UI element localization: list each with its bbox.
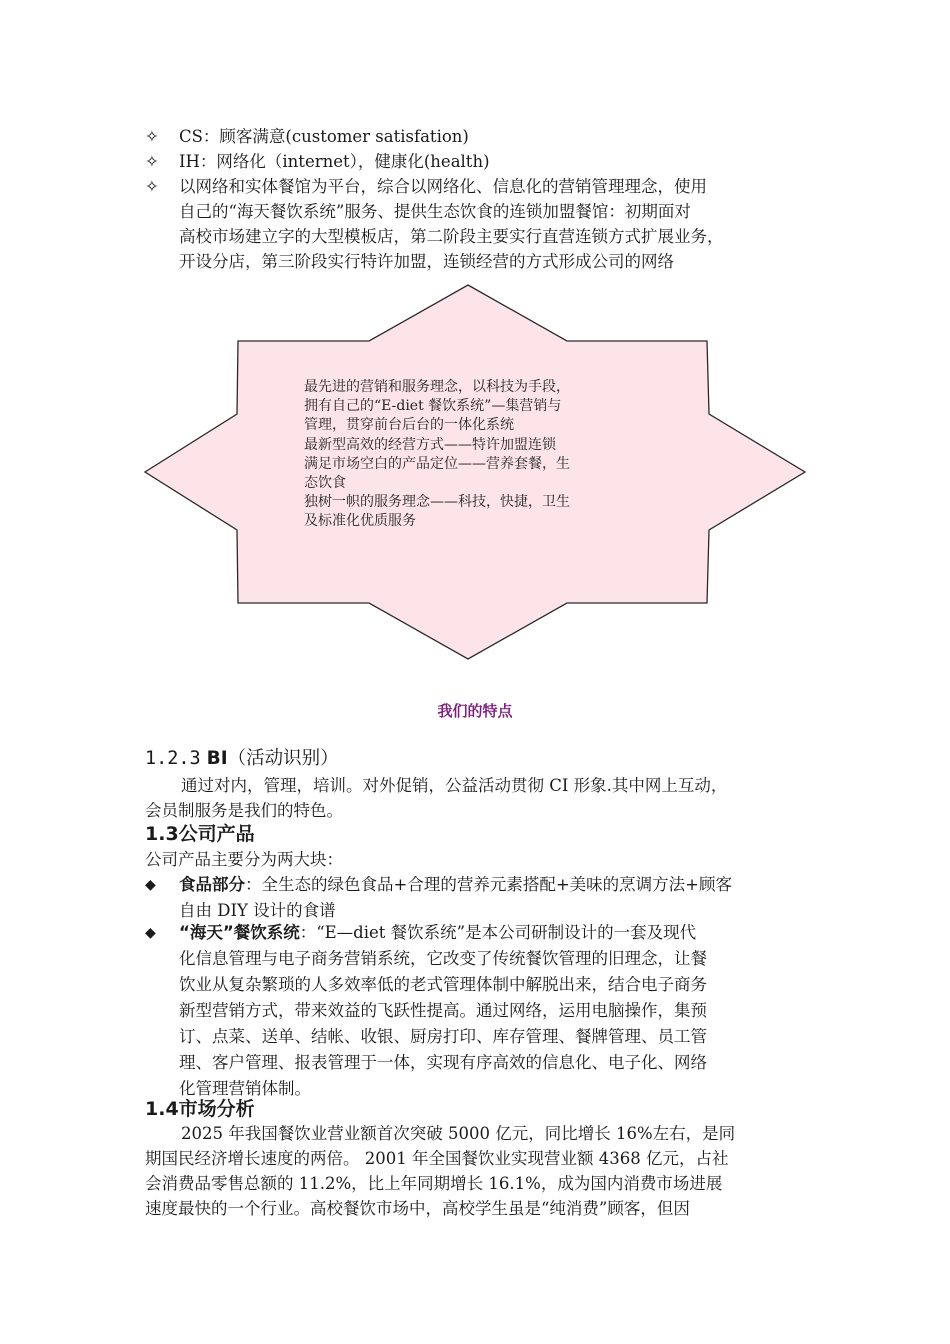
- paragraph-line: 会消费品零售总额的 11.2%，比上年同期增长 16.1%，成为国内消费市场进展: [145, 1174, 723, 1193]
- star-line: 最新型高效的经营方式——特许加盟连锁: [304, 436, 556, 453]
- product-item-text: [179, 920, 817, 1102]
- paragraph-line: [145, 1121, 817, 1146]
- figure-caption: 我们的特点: [437, 702, 513, 720]
- paragraph-intro: 公司产品主要分为两大块：: [145, 850, 343, 869]
- four-point-star-icon: ✧: [145, 152, 159, 171]
- star-line: 最先进的营销和服务理念，以科技为手段，: [304, 379, 570, 395]
- section-heading-1-4: 1.4市场分析: [145, 1098, 255, 1120]
- section-heading-1-2-3: [145, 746, 339, 772]
- star-line: 独树一帜的服务理念——科技，快捷，卫生: [304, 494, 570, 511]
- bullet-text: IH：网络化（internet），健康化(health): [179, 152, 490, 171]
- star-line: 及标准化优质服务: [304, 513, 416, 530]
- product-item-line: 理、客户管理、报表管理于一体，实现有序高效的信息化、电子化、网络: [179, 1053, 707, 1072]
- four-point-star-icon: ✧: [145, 177, 159, 196]
- product-item-line: 化管理营销体制。: [179, 1079, 311, 1098]
- star-line: 满足市场空白的产品定位——营养套餐，生: [304, 455, 570, 472]
- product-item-line: 饮业从复杂繁琐的人多效率低的老式管理体制中解脱出来，结合电子商务: [179, 975, 707, 994]
- bullet-item-cs: [145, 124, 825, 149]
- bullet-text-block: [179, 174, 825, 274]
- star-line: 态饮食: [304, 475, 346, 492]
- section-heading-1-3: 1.3公司产品: [145, 823, 255, 845]
- star-line: 管理，贯穿前台后台的一体化系统: [304, 417, 514, 434]
- product-item-food: [145, 872, 817, 924]
- bullet-line: 以网络和实体餐馆为平台，综合以网络化、信息化的营销管理理念，使用: [179, 177, 707, 196]
- bullet-item-ih: [145, 149, 825, 174]
- diamond-bullet-icon: ◆: [145, 877, 156, 893]
- product-item-line: 自由 DIY 设计的食谱: [179, 901, 336, 920]
- bullet-text: CS：顾客满意(customer satisfation): [179, 127, 469, 146]
- paragraph-line-text: 通过对内，管理，培训。对外促销，公益活动贯彻 CI 形象.其中网上互动，: [181, 776, 728, 795]
- paragraph-line: 速度最快的一个行业。高校餐饮市场中，高校学生虽是“纯消费”顾客，但因: [145, 1199, 690, 1218]
- product-item-line: 订、点菜、送单、结帐、收银、厨房打印、库存管理、餐牌管理、员工管: [179, 1027, 707, 1046]
- product-item-line: 新型营销方式，带来效益的飞跃性提高。通过网络，运用电脑操作，集预: [179, 1001, 707, 1020]
- paragraph-line: 会员制服务是我们的特色。: [145, 801, 343, 820]
- bullet-line: 开设分店，第三阶段实行特许加盟，连锁经营的方式形成公司的网络: [179, 252, 674, 271]
- bullet-line: 自己的“海天餐饮系统”服务、提供生态饮食的连锁加盟餐馆：初期面对: [179, 202, 691, 221]
- section-code: BI: [206, 748, 228, 769]
- paragraph-line: [145, 773, 817, 798]
- star-text-block: [304, 378, 640, 532]
- product-item-system: [145, 920, 817, 1102]
- paragraph-line-text: 2025 年我国餐饮业营业额首次突破 5000 亿元，同比增长 16%左右，是同: [181, 1124, 736, 1143]
- product-item-line: ：全生态的绿色食品+合理的营养元素搭配+美味的烹调方法+顾客: [245, 875, 732, 894]
- paragraph-bi: [145, 773, 817, 823]
- section-title: （活动识别）: [227, 748, 339, 769]
- four-point-star-icon: ✧: [145, 127, 159, 146]
- star-line: 拥有自己的“E-diet 餐饮系统”—集营销与: [304, 398, 562, 415]
- bullet-item-platform: [145, 174, 825, 274]
- product-item-line: ：“E—diet 餐饮系统”是本公司研制设计的一套及现代: [299, 923, 697, 942]
- product-item-text: [179, 872, 817, 924]
- product-item-line: 化信息管理与电子商务营销系统，它改变了传统餐饮管理的旧理念，让餐: [179, 949, 707, 968]
- product-item-lead: “海天”餐饮系统: [179, 923, 300, 942]
- diamond-bullet-icon: ◆: [145, 925, 156, 941]
- section-number: 1.2.3: [145, 748, 201, 769]
- paragraph-market: [145, 1121, 817, 1221]
- paragraph-line: 期国民经济增长速度的两倍。 2001 年全国餐饮业实现营业额 4368 亿元，占社: [145, 1149, 729, 1168]
- bullet-line: 高校市场建立字的大型模板店，第二阶段主要实行直营连锁方式扩展业务，: [179, 227, 724, 246]
- product-item-lead: 食品部分: [179, 875, 245, 894]
